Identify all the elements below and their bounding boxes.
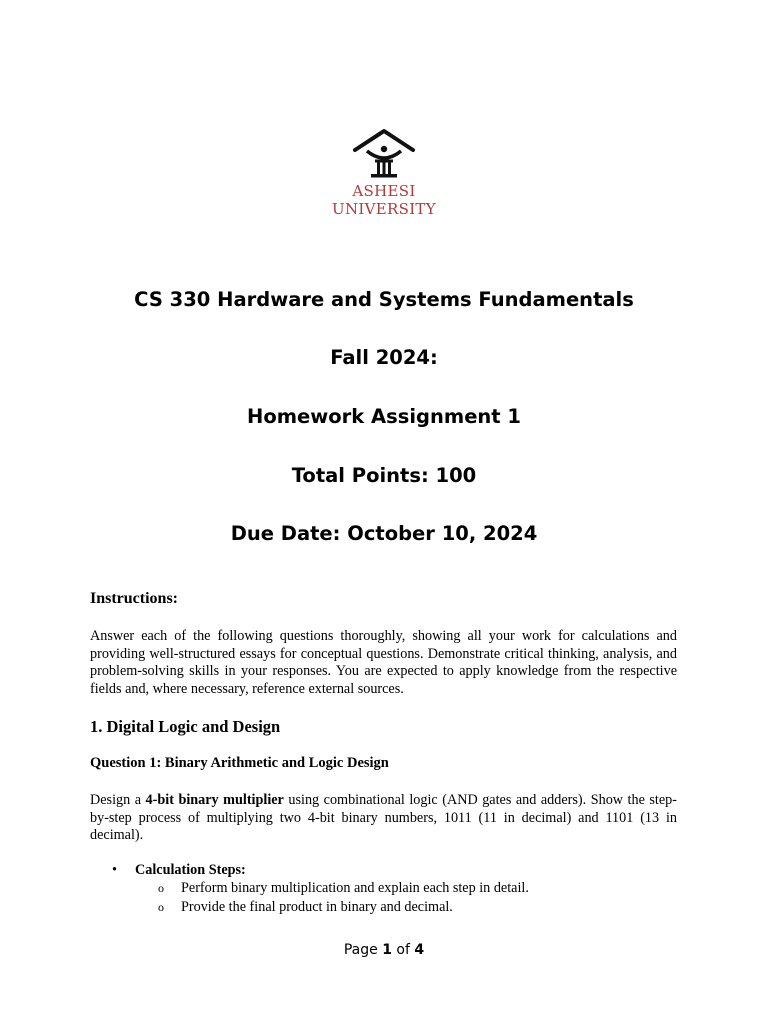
ashesi-emblem-icon [353, 128, 415, 182]
bullet-symbol: • [112, 862, 117, 878]
university-logo [330, 128, 438, 218]
question-body-bold: 4-bit binary multiplier [145, 792, 284, 808]
sub-bullet-symbol: o [158, 881, 164, 895]
sub-list-item [158, 880, 529, 897]
page-word: Page [343, 942, 378, 958]
due-date: Due Date: October 10, 2024 [230, 522, 538, 545]
question-body-suffix: using combinational logic (AND gates and adders). Show the step-by-step process of multiplying two 4-bit binary numbers, 1011 (11 in decimal) and 1101 (13 in decimal). [90, 792, 677, 844]
term-title: Fall 2024: [330, 346, 438, 369]
question-title: Question 1: Binary Arithmetic and Logic Design [90, 755, 389, 771]
of-word: of [396, 942, 410, 958]
current-page: 1 [382, 942, 392, 958]
logo-name-line2: UNIVERSITY [332, 200, 436, 218]
bullet-label: Calculation Steps: [135, 862, 246, 878]
total-points: Total Points: 100 [291, 464, 477, 487]
question-body [90, 792, 677, 845]
section-heading: 1. Digital Logic and Design [90, 717, 281, 736]
sub-list-text: Perform binary multiplication and explain each step in detail. [181, 880, 529, 896]
instructions-heading: Instructions: [90, 590, 179, 607]
bullet-item [112, 862, 246, 879]
total-pages: 4 [414, 942, 425, 958]
course-title: CS 330 Hardware and Systems Fundamentals [134, 288, 634, 311]
question-body-prefix: Design a [90, 792, 146, 808]
sub-list-item [158, 899, 453, 916]
page-footer [0, 942, 768, 958]
sub-list-text: Provide the final product in binary and decimal. [181, 899, 453, 915]
logo-name-line1: ASHESI [352, 182, 416, 200]
assignment-title: Homework Assignment 1 [247, 405, 521, 428]
instructions-body: Answer each of the following questions thoroughly, showing all your work for calculations and providing well-structured essays for conceptual questions. Demonstrate critical thinking, analysis, and problem-solving skills in your responses. You are expected to apply knowledge from the respective fields and, where necessary, reference external sources. [90, 628, 677, 698]
sub-bullet-symbol: o [158, 900, 164, 914]
